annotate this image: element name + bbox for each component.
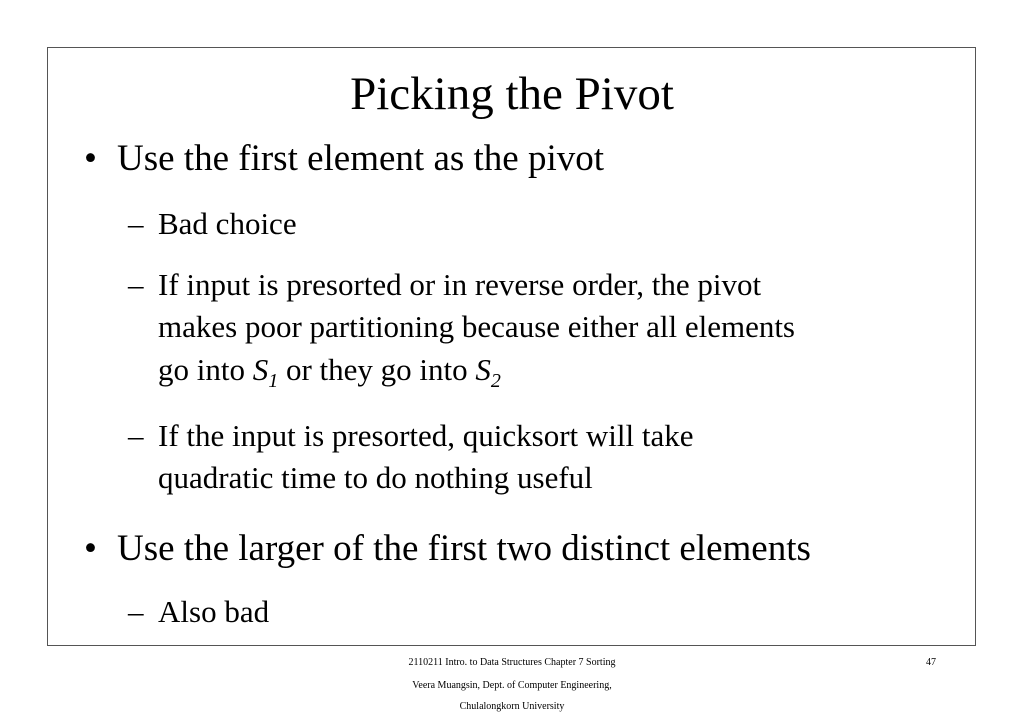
footer-course: 2110211 Intro. to Data Structures Chapter 7 Sorting xyxy=(408,657,616,668)
dash-marker: – xyxy=(128,206,144,241)
sub-bullet-text xyxy=(158,349,501,402)
dash-marker: – xyxy=(128,594,144,629)
sub-bullet-text: Bad choice xyxy=(158,206,297,241)
footer-university: Chulalongkorn University xyxy=(459,701,565,712)
text-segment: go into xyxy=(158,352,253,387)
dash-marker: – xyxy=(128,418,144,453)
page-number: 47 xyxy=(926,657,936,668)
bullet-text: Use the first element as the pivot xyxy=(117,138,605,179)
sub-bullet-text: makes poor partitioning because either all elements xyxy=(158,309,795,344)
bullet-marker: • xyxy=(84,138,97,179)
bullet-text: Use the larger of the first two distinct elements xyxy=(117,528,811,569)
footer-author: Veera Muangsin, Dept. of Computer Engineering, xyxy=(412,680,612,691)
sub-bullet-text: quadratic time to do nothing useful xyxy=(158,460,593,495)
sub-bullet-text: If input is presorted or in reverse order, the pivot xyxy=(158,267,762,302)
sub-bullet-text: Also bad xyxy=(158,594,270,629)
set-s1: $S_1$ xyxy=(252,352,279,393)
dash-marker: – xyxy=(128,267,144,302)
text-segment: or they go into xyxy=(278,352,476,387)
sub-bullet-text: If the input is presorted, quicksort will take xyxy=(158,418,694,453)
bullet-marker: • xyxy=(84,528,97,569)
slide-title: Picking the Pivot xyxy=(350,68,674,120)
set-s2: $S_2$ xyxy=(475,352,501,393)
